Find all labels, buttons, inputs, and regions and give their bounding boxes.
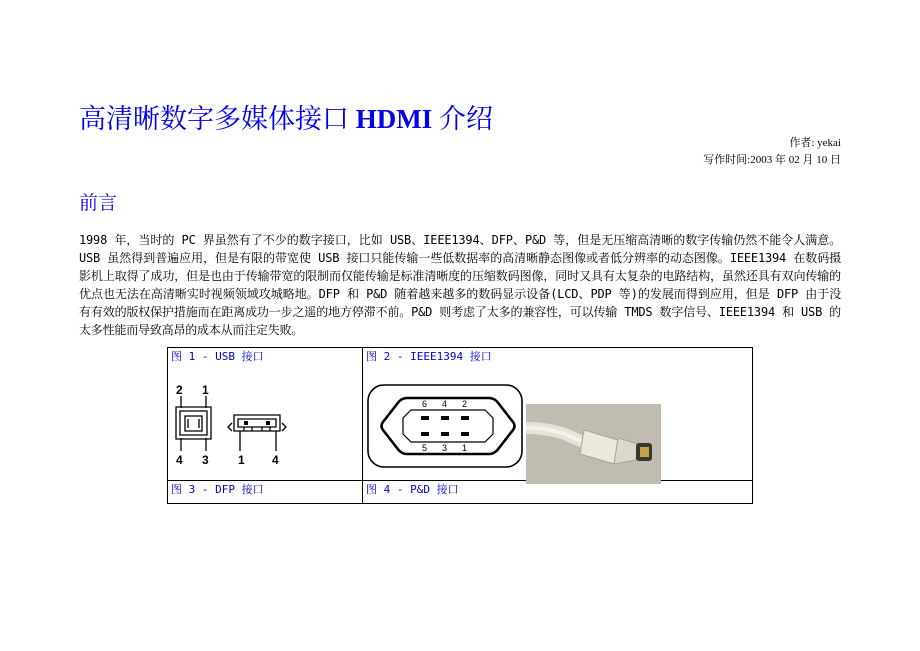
- figure-2-caption: 图 2 - IEEE1394 接口: [366, 350, 492, 363]
- figure-4-caption: 图 4 - P&D 接口: [366, 482, 459, 496]
- ieee-pin-label: 2: [462, 399, 468, 409]
- usb-b-pin-label: 4: [176, 453, 183, 467]
- usb-a-pin-label: 1: [238, 453, 245, 467]
- intro-paragraph: 1998 年，当时的 PC 界虽然有了不少的数字接口，比如 USB、IEEE1394、DFP、P&D 等，但是无压缩高清晰的数字传输仍然不能令人满意。USB 虽然得到普遍应用，但是有限的带宽使 USB 接口只能传输一些低数据率的高清晰静态图像或者低分辨率的动态图像。IEEE1394 在数码摄影机上取得了成功，但是也由于传输带宽的限制而仅能传输是标准清晰度的压缩数码图像，同时又具有太复杂的电路结构，虽然还具有双向传输的优点也无法在高清晰实时视频领域攻城略地。DFP 和 P&D 随着越来越多的数码显示设备(LCD、PDP 等)的发展而得到应用，但是 DFP 由于没有有效的版权保护措施而在距离成功一步之遥的地方停滞不前。P&D 则考虑了太多的兼容性，可以传输 TMDS 数字信号、IEEE1394 和 USB 的太多性能而导致高昂的成本从而注定失败。: [79, 233, 841, 337]
- figure-4-cell: [363, 480, 753, 503]
- ieee-pin-label: 5: [422, 443, 428, 453]
- usb-b-pin-label: 2: [176, 383, 183, 397]
- figure-1-cell: [168, 348, 363, 481]
- author-line: 作者: yekai: [789, 137, 841, 149]
- figure-3-cell: [168, 480, 363, 503]
- ieee-pin-label: 6: [422, 399, 428, 409]
- ieee-pin-label: 1: [462, 443, 468, 453]
- ieee-pin-label: 4: [442, 399, 448, 409]
- usb-a-pin-label: 4: [272, 453, 279, 467]
- ieee1394-cable-photo: [526, 404, 661, 484]
- figure-1-caption: 图 1 - USB 接口: [171, 350, 264, 363]
- ieee-pin-label: 3: [442, 443, 448, 453]
- section-heading: 前言: [79, 193, 118, 214]
- figure-3-caption: 图 3 - DFP 接口: [171, 482, 264, 496]
- usb-b-pin-label: 3: [202, 453, 209, 467]
- date-line: 写作时间:2003 年 02 月 10 日: [703, 154, 841, 166]
- figure-table: [167, 347, 753, 504]
- ieee1394-socket-diagram: [367, 384, 523, 468]
- document-title: 高清晰数字多媒体接口 HDMI 介绍: [79, 104, 493, 134]
- usb-connector-diagram: [172, 383, 292, 467]
- usb-b-pin-label: 1: [202, 383, 209, 397]
- figure-2-cell: [363, 348, 753, 481]
